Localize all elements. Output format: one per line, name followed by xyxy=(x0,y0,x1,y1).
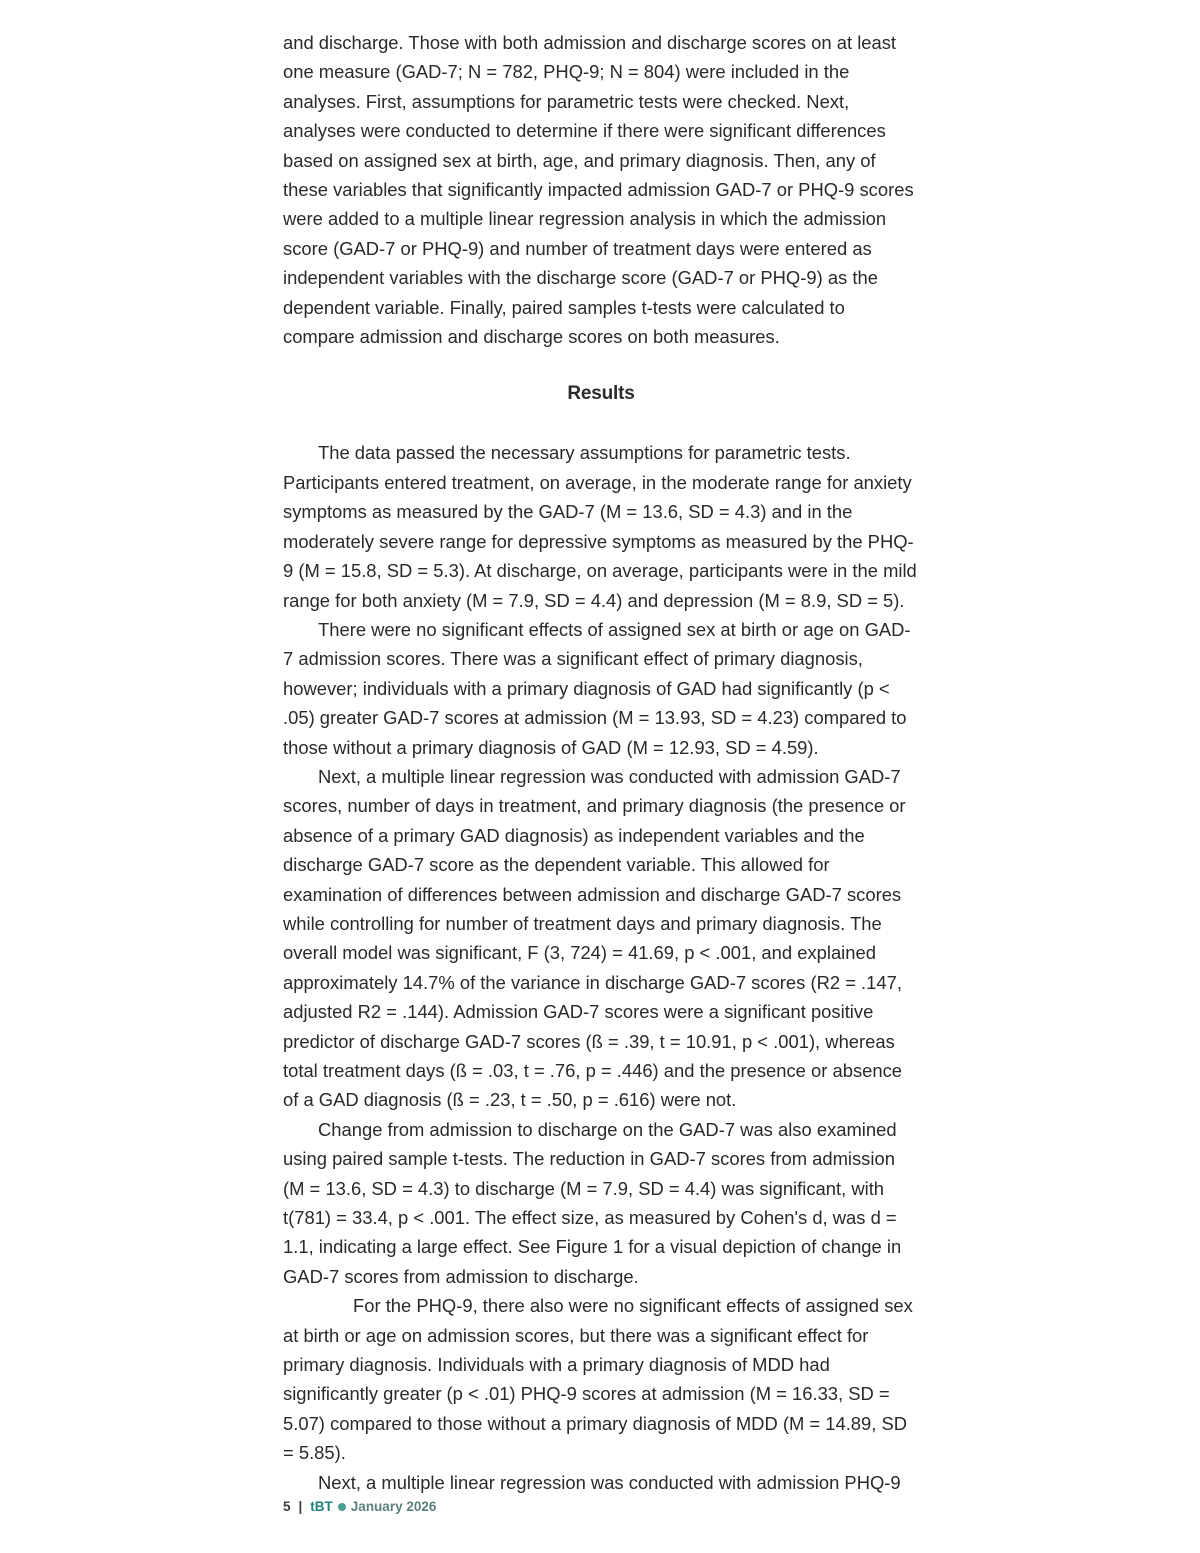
paragraph-gad7-change: Change from admission to discharge on the GAD-7 was also examined using paired sample t-tests. The reduction in GAD-7 scores from admission (M = 13.6, SD = 4.3) to discharge (M = 7.9, SD = 4.4) was significant, with t(781) = 33.4, p < .001. The effect size, as measured by Cohen's d, was d = 1.1, indicating a large effect. See Figure 1 for a visual depiction of change in GAD-7 scores from admission to discharge. xyxy=(283,1118,902,1287)
section-heading-results: Results xyxy=(567,383,635,405)
paragraph-assumptions: The data passed the necessary assumptions for parametric tests. Participants entered treatment, on average, in the moderate range for anxiety symptoms as measured by the GAD-7 (M = 13.6, SD = 4.3) and in the moderately severe range for depressive symptoms as measured by the PHQ-9 (M = 15.8, SD = 5.3). At discharge, on average, participants were in the mild range for both anxiety (M = 7.9, SD = 4.4) and depression (M = 8.9, SD = 5). xyxy=(283,442,917,611)
paragraph-method-continued: and discharge. Those with both admission and discharge scores on at least one measure (GAD-7; N = 782, PHQ-9; N = 804) were included in the analyses. First, assumptions for parametric tests were checked. Next, analyses were conducted to determine if there were significant differences based on assigned sex at birth, age, and primary diagnosis. Then, any of these variables that significantly impacted admission GAD-7 or PHQ-9 scores were added to a multiple linear regression analysis in which the admission score (GAD-7 or PHQ-9) and number of treatment days were entered as independent variables with the discharge score (GAD-7 or PHQ-9) as the dependent variable. Finally, paired samples t-tests were calculated to compare admission and discharge scores on both measures. xyxy=(283,32,914,348)
page-number: 5 xyxy=(283,1499,291,1514)
paragraph-gad7-regression: Next, a multiple linear regression was conducted with admission GAD-7 scores, number of days in treatment, and primary diagnosis (the presence or absence of a primary GAD diagnosis) as independent variables and the discharge GAD-7 score as the dependent variable. This allowed for examination of differences between admission and discharge GAD-7 scores while controlling for number of treatment days and primary diagnosis. The overall model was significant, F (3, 724) = 41.69, p < .001, and explained approximately 14.7% of the variance in discharge GAD-7 scores (R2 = .147, adjusted R2 = .144). Admission GAD-7 scores were a significant positive predictor of discharge GAD-7 scores (ß = .39, t = 10.91, p < .001), whereas total treatment days (ß = .03, t = .76, p = .446) and the presence or absence of a GAD diagnosis (ß = .23, t = .50, p = .616) were not. xyxy=(283,765,906,1111)
journal-name: tBT xyxy=(310,1499,333,1514)
paragraph-phq9-effects: For the PHQ-9, there also were no significant effects of assigned sex at birth or age on admission scores, but there was a significant effect for primary diagnosis. Individuals with a primary diagnosis of MDD had significantly greater (p < .01) PHQ-9 scores at admission (M = 16.33, SD = 5.07) compared to those without a primary diagnosis of MDD (M = 14.89, SD = 5.85). xyxy=(283,1295,913,1464)
paragraph-phq9-regression: Next, a multiple linear regression was conducted with admission PHQ-9 xyxy=(318,1471,901,1493)
paragraph-gad7-effects: There were no significant effects of assigned sex at birth or age on GAD-7 admission scores. There was a significant effect of primary diagnosis, however; individuals with a primary diagnosis of GAD had significantly (p < .05) greater GAD-7 scores at admission (M = 13.93, SD = 4.23) compared to those without a primary diagnosis of GAD (M = 12.93, SD = 4.59). xyxy=(283,618,911,758)
footer-separator: | xyxy=(298,1499,303,1514)
article-body xyxy=(283,28,919,1497)
footer-dot-icon xyxy=(338,1503,346,1511)
issue-date: January 2026 xyxy=(350,1499,437,1514)
page-footer xyxy=(283,1499,436,1514)
